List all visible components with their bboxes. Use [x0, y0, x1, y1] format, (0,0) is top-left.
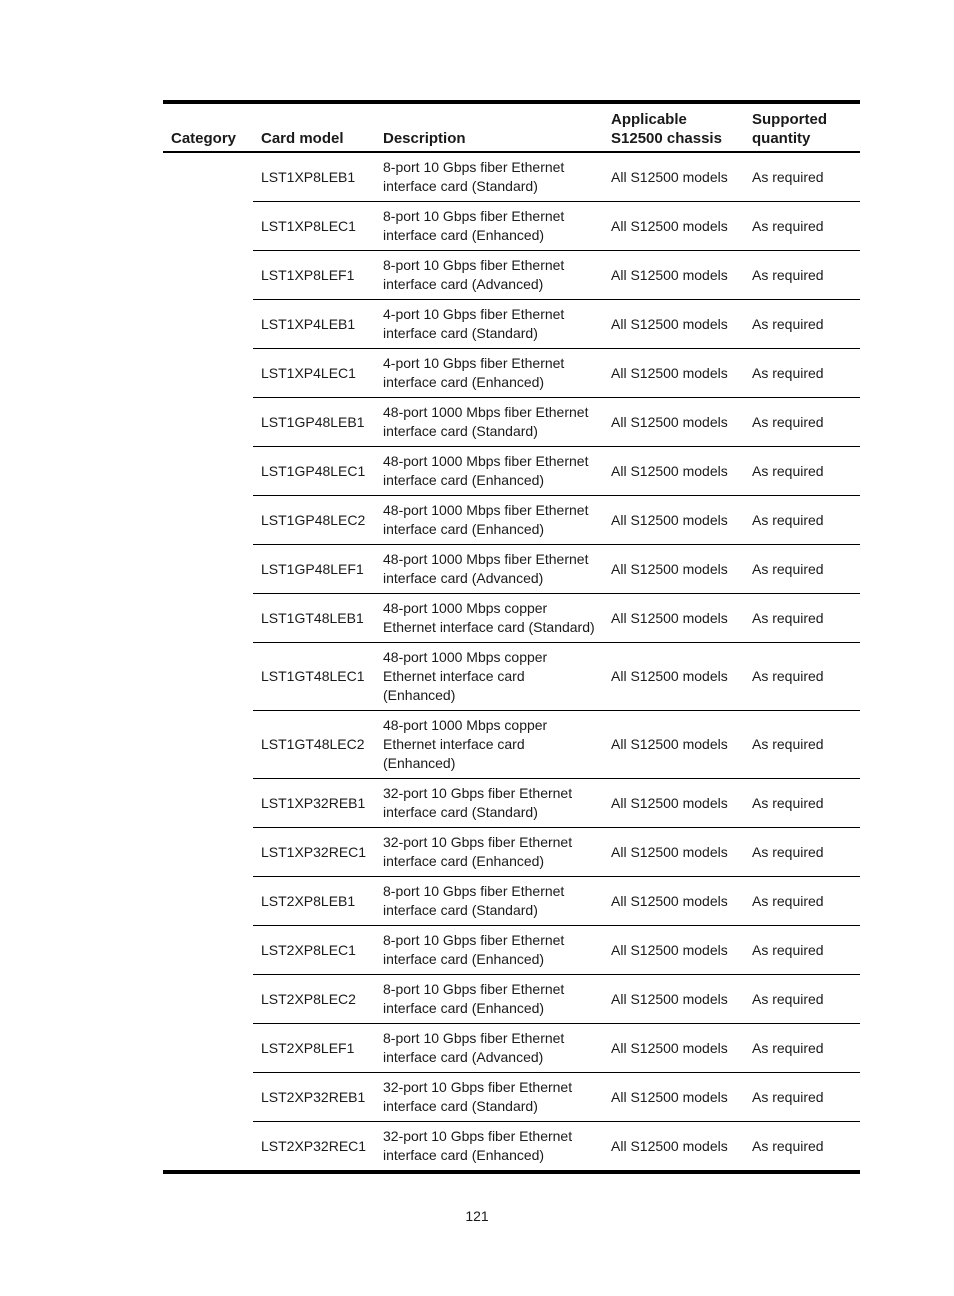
- table-body: [163, 152, 860, 1172]
- chassis-cell: All S12500 models: [603, 447, 744, 496]
- card-model-cell: LST2XP8LEF1: [253, 1024, 375, 1073]
- description-cell: 48-port 1000 Mbps copper Ethernet interface card (Enhanced): [375, 643, 603, 711]
- chassis-cell: All S12500 models: [603, 828, 744, 877]
- description-cell: 48-port 1000 Mbps fiber Ethernet interface card (Enhanced): [375, 496, 603, 545]
- category-cell: [163, 1024, 253, 1073]
- category-cell: [163, 828, 253, 877]
- table-row: [163, 152, 860, 202]
- quantity-cell: As required: [744, 1024, 860, 1073]
- table-row: [163, 1024, 860, 1073]
- table-row: [163, 711, 860, 779]
- card-model-cell: LST1GP48LEF1: [253, 545, 375, 594]
- quantity-cell: As required: [744, 447, 860, 496]
- category-cell: [163, 877, 253, 926]
- description-cell: 32-port 10 Gbps fiber Ethernet interface card (Enhanced): [375, 828, 603, 877]
- category-cell: [163, 202, 253, 251]
- category-cell: [163, 349, 253, 398]
- table-row: [163, 1122, 860, 1173]
- chassis-cell: All S12500 models: [603, 349, 744, 398]
- quantity-cell: As required: [744, 202, 860, 251]
- card-model-cell: LST1XP4LEC1: [253, 349, 375, 398]
- quantity-cell: As required: [744, 251, 860, 300]
- category-cell: [163, 398, 253, 447]
- chassis-cell: All S12500 models: [603, 202, 744, 251]
- description-cell: 8-port 10 Gbps fiber Ethernet interface card (Standard): [375, 877, 603, 926]
- card-model-cell: LST1XP8LEB1: [253, 152, 375, 202]
- table-row: [163, 251, 860, 300]
- table-header-row: [163, 102, 860, 152]
- description-cell: 8-port 10 Gbps fiber Ethernet interface card (Advanced): [375, 251, 603, 300]
- table-row: [163, 926, 860, 975]
- header-card-model: Card model: [261, 130, 344, 147]
- header-quantity: Supported quantity: [752, 111, 827, 147]
- card-model-cell: LST1GT48LEB1: [253, 594, 375, 643]
- category-cell: [163, 643, 253, 711]
- table-row: [163, 828, 860, 877]
- chassis-cell: All S12500 models: [603, 1073, 744, 1122]
- description-cell: 8-port 10 Gbps fiber Ethernet interface card (Enhanced): [375, 975, 603, 1024]
- quantity-cell: As required: [744, 398, 860, 447]
- card-model-cell: LST1XP32REB1: [253, 779, 375, 828]
- chassis-cell: All S12500 models: [603, 1024, 744, 1073]
- chassis-cell: All S12500 models: [603, 594, 744, 643]
- card-model-cell: LST1GP48LEC1: [253, 447, 375, 496]
- table-row: [163, 496, 860, 545]
- card-model-cell: LST2XP8LEC1: [253, 926, 375, 975]
- table-row: [163, 398, 860, 447]
- table-row: [163, 447, 860, 496]
- table-row: [163, 975, 860, 1024]
- header-description: Description: [383, 130, 466, 147]
- description-cell: 48-port 1000 Mbps fiber Ethernet interface card (Enhanced): [375, 447, 603, 496]
- category-cell: [163, 152, 253, 202]
- chassis-cell: All S12500 models: [603, 926, 744, 975]
- table-row: [163, 202, 860, 251]
- category-cell: [163, 545, 253, 594]
- quantity-cell: As required: [744, 349, 860, 398]
- card-model-cell: LST2XP8LEB1: [253, 877, 375, 926]
- card-model-cell: LST1GT48LEC1: [253, 643, 375, 711]
- category-cell: [163, 1122, 253, 1173]
- table-row: [163, 594, 860, 643]
- quantity-cell: As required: [744, 779, 860, 828]
- header-chassis: Applicable S12500 chassis: [611, 111, 722, 147]
- category-cell: [163, 300, 253, 349]
- quantity-cell: As required: [744, 594, 860, 643]
- category-cell: [163, 1073, 253, 1122]
- chassis-cell: All S12500 models: [603, 545, 744, 594]
- page-number: 121: [465, 1208, 489, 1224]
- table-row: [163, 1073, 860, 1122]
- category-cell: [163, 926, 253, 975]
- description-cell: 48-port 1000 Mbps fiber Ethernet interface card (Advanced): [375, 545, 603, 594]
- card-model-cell: LST1XP8LEC1: [253, 202, 375, 251]
- card-model-cell: LST1GT48LEC2: [253, 711, 375, 779]
- card-model-cell: LST1GP48LEC2: [253, 496, 375, 545]
- chassis-cell: All S12500 models: [603, 711, 744, 779]
- card-model-cell: LST1GP48LEB1: [253, 398, 375, 447]
- quantity-cell: As required: [744, 926, 860, 975]
- quantity-cell: As required: [744, 1073, 860, 1122]
- category-cell: [163, 251, 253, 300]
- category-cell: [163, 594, 253, 643]
- description-cell: 8-port 10 Gbps fiber Ethernet interface card (Enhanced): [375, 202, 603, 251]
- category-cell: [163, 975, 253, 1024]
- quantity-cell: As required: [744, 975, 860, 1024]
- description-cell: 4-port 10 Gbps fiber Ethernet interface card (Enhanced): [375, 349, 603, 398]
- description-cell: 8-port 10 Gbps fiber Ethernet interface card (Advanced): [375, 1024, 603, 1073]
- table-row: [163, 545, 860, 594]
- chassis-cell: All S12500 models: [603, 152, 744, 202]
- description-cell: 32-port 10 Gbps fiber Ethernet interface card (Standard): [375, 1073, 603, 1122]
- quantity-cell: As required: [744, 643, 860, 711]
- quantity-cell: As required: [744, 545, 860, 594]
- table-row: [163, 300, 860, 349]
- category-cell: [163, 779, 253, 828]
- table-row: [163, 877, 860, 926]
- quantity-cell: As required: [744, 152, 860, 202]
- card-model-cell: LST1XP4LEB1: [253, 300, 375, 349]
- category-cell: [163, 447, 253, 496]
- chassis-cell: All S12500 models: [603, 975, 744, 1024]
- chassis-cell: All S12500 models: [603, 643, 744, 711]
- chassis-cell: All S12500 models: [603, 779, 744, 828]
- description-cell: 8-port 10 Gbps fiber Ethernet interface card (Standard): [375, 152, 603, 202]
- description-cell: 48-port 1000 Mbps copper Ethernet interface card (Enhanced): [375, 711, 603, 779]
- card-table: [163, 100, 860, 1174]
- header-category: Category: [171, 130, 237, 147]
- card-model-cell: LST2XP32REC1: [253, 1122, 375, 1173]
- chassis-cell: All S12500 models: [603, 1122, 744, 1173]
- quantity-cell: As required: [744, 877, 860, 926]
- quantity-cell: As required: [744, 300, 860, 349]
- chassis-cell: All S12500 models: [603, 251, 744, 300]
- description-cell: 32-port 10 Gbps fiber Ethernet interface card (Standard): [375, 779, 603, 828]
- card-model-cell: LST2XP32REB1: [253, 1073, 375, 1122]
- card-model-cell: LST2XP8LEC2: [253, 975, 375, 1024]
- category-cell: [163, 496, 253, 545]
- quantity-cell: As required: [744, 711, 860, 779]
- description-cell: 32-port 10 Gbps fiber Ethernet interface card (Enhanced): [375, 1122, 603, 1173]
- description-cell: 48-port 1000 Mbps copper Ethernet interface card (Standard): [375, 594, 603, 643]
- quantity-cell: As required: [744, 496, 860, 545]
- table-row: [163, 643, 860, 711]
- description-cell: 8-port 10 Gbps fiber Ethernet interface card (Enhanced): [375, 926, 603, 975]
- chassis-cell: All S12500 models: [603, 398, 744, 447]
- description-cell: 4-port 10 Gbps fiber Ethernet interface card (Standard): [375, 300, 603, 349]
- chassis-cell: All S12500 models: [603, 496, 744, 545]
- description-cell: 48-port 1000 Mbps fiber Ethernet interface card (Standard): [375, 398, 603, 447]
- category-cell: [163, 711, 253, 779]
- chassis-cell: All S12500 models: [603, 877, 744, 926]
- chassis-cell: All S12500 models: [603, 300, 744, 349]
- table-row: [163, 779, 860, 828]
- card-model-cell: LST1XP32REC1: [253, 828, 375, 877]
- card-model-cell: LST1XP8LEF1: [253, 251, 375, 300]
- card-table-container: [163, 100, 860, 1174]
- table-row: [163, 349, 860, 398]
- quantity-cell: As required: [744, 1122, 860, 1173]
- quantity-cell: As required: [744, 828, 860, 877]
